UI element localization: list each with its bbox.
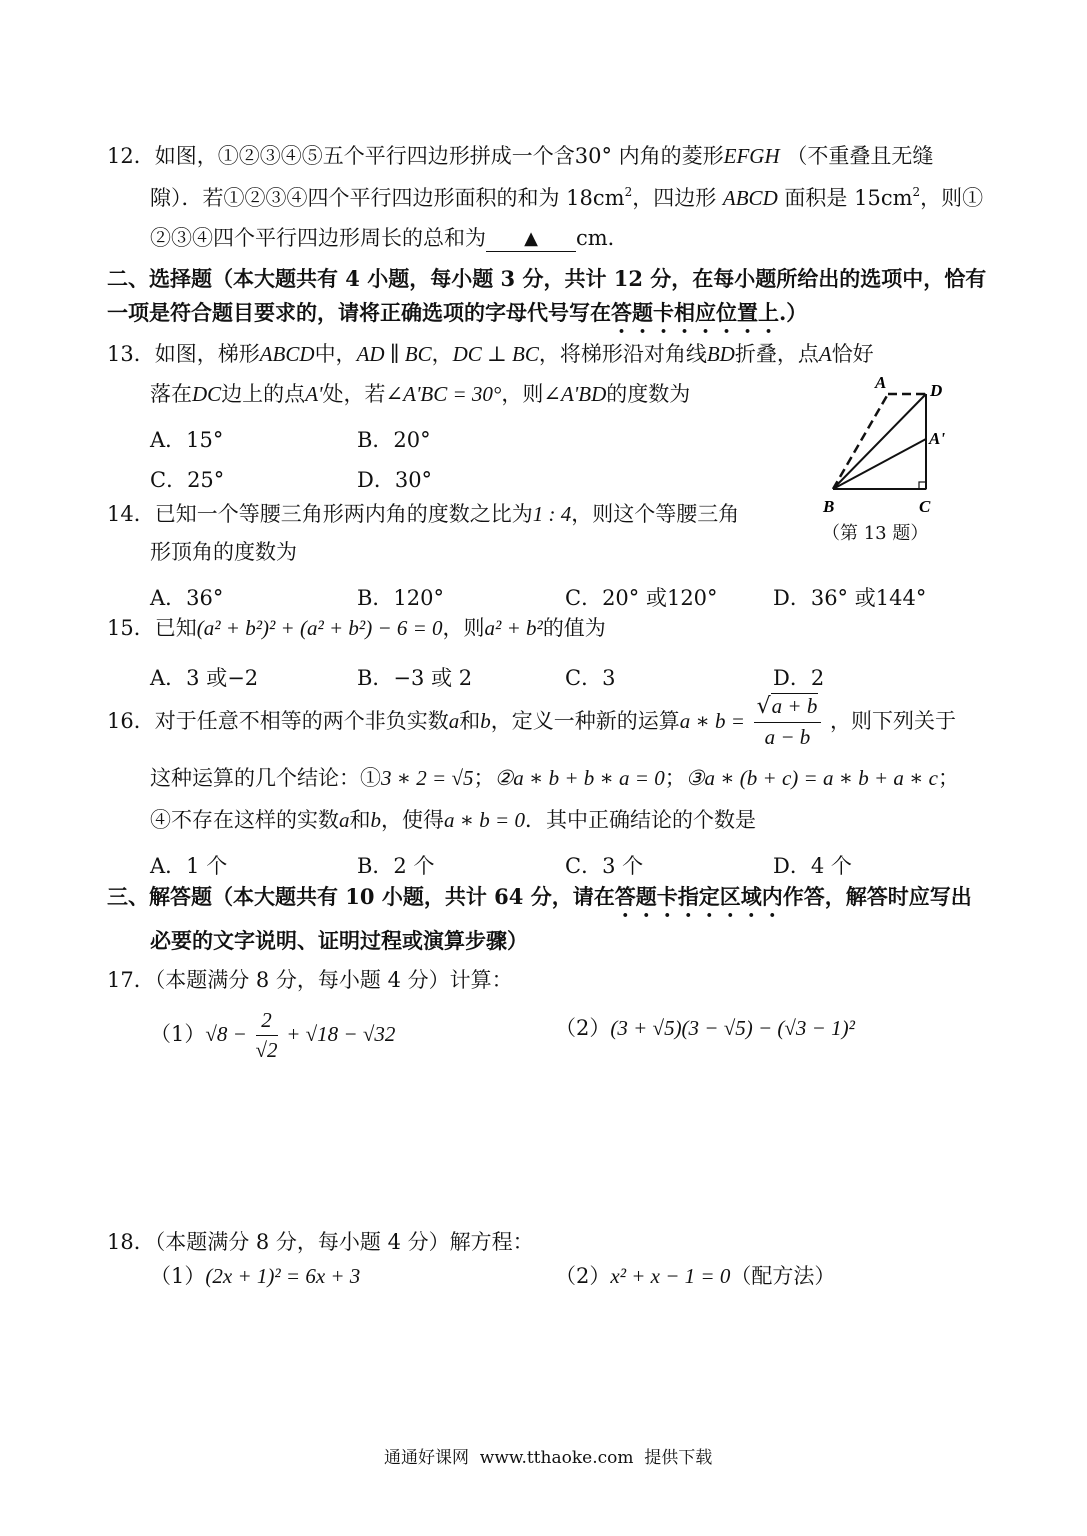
page-footer: 通通好课网 www.tthaoke.com 提供下载 [384, 1448, 713, 1468]
right-angle-mark [919, 482, 926, 489]
q15-option-c[interactable]: C．3 [565, 666, 616, 690]
q16-option-c[interactable]: C．3 个 [565, 854, 644, 878]
section3-heading: 三、解答题（本大题共有 10 小题，共计 64 分，请在答题卡指定区域内作答，解答时应写出 [107, 884, 972, 909]
q18-part2: （2）x² + x − 1 = 0（配方法） [555, 1264, 836, 1288]
q14-option-c[interactable]: C．20° 或120° [565, 586, 718, 610]
section2-heading-line2: 一项是符合题目要求的，请将正确选项的字母代号写在答题卡相应位置上.） [107, 300, 808, 325]
label-d: D [930, 381, 943, 400]
q13-option-b[interactable]: B．20° [357, 428, 431, 452]
label-a: A [875, 373, 887, 392]
q13-figure [815, 372, 965, 522]
q13-option-d[interactable]: D．30° [357, 468, 433, 492]
q13-line2: 落在DC边上的点A'处，若∠A'BC = 30°，则∠A'BD的度数为 [150, 382, 691, 406]
q12-line1: 12．如图，①②③④⑤五个平行四边形拼成一个含30° 内角的菱形EFGH （不重叠且无缝 [107, 144, 934, 168]
q14-option-a[interactable]: A．36° [150, 586, 224, 610]
q17-part1: （1）√8 − $\frac{2}{√2}$ + √18 − √32 [150, 1008, 396, 1063]
q12-line3: ②③④四个平行四边形周长的总和为 ▲ cm． [150, 226, 629, 250]
q15-option-d[interactable]: D．2 [773, 666, 825, 690]
q15-line: 15．已知(a² + b²)² + (a² + b²) − 6 = 0，则a² + b²的值为 [107, 616, 606, 640]
q14-line2: 形顶角的度数为 [150, 540, 297, 564]
answer-blank[interactable]: ▲ [486, 230, 576, 252]
label-a-prime: A' [929, 429, 946, 448]
q17-fraction: $\frac{2}{√2}$ [255, 1008, 278, 1063]
q12-line2: 隙）．若①②③④四个平行四边形面积的和为 $18cm^2$，四边形 ABCD 面积是 $15cm^2$，则① [150, 185, 984, 210]
q16-option-a[interactable]: A．1 个 [150, 854, 228, 878]
q17-title: 17．（本题满分 8 分，每小题 4 分）计算： [107, 968, 513, 992]
q14-line1: 14．已知一个等腰三角形两内角的度数之比为1 : 4，则这个等腰三角 [107, 502, 740, 526]
q13-figure-caption: （第 13 题） [822, 523, 929, 544]
section3-heading-line2: 必要的文字说明、证明过程或演算步骤） [150, 928, 528, 953]
q16-option-b[interactable]: B．2 个 [357, 854, 435, 878]
q14-option-d[interactable]: D．36° 或144° [773, 586, 927, 610]
q13-line1: 13．如图，梯形ABCD中，AD ∥ BC，DC ⊥ BC，将梯形沿对角线BD折叠，点A恰好 [107, 342, 874, 366]
q15-option-a[interactable]: A．3 或−2 [150, 666, 259, 690]
q14-option-b[interactable]: B．120° [357, 586, 445, 610]
q16-fraction: $\frac{√a + b}{a - b}$ [754, 694, 822, 751]
q15-option-b[interactable]: B．−3 或 2 [357, 666, 473, 690]
q18-title: 18．（本题满分 8 分，每小题 4 分）解方程： [107, 1230, 534, 1254]
q16-line3: ④不存在这样的实数a和b，使得a ∗ b = 0．其中正确结论的个数是 [150, 808, 756, 832]
section2-heading: 二、选择题（本大题共有 4 小题，每小题 3 分，共计 12 分，在每小题所给出的选项中，恰有 [107, 266, 987, 291]
q16-line1: 16．对于任意不相等的两个非负实数a和b，定义一种新的运算a ∗ b = $\frac{√a + b}{a - b}$ ，则下列关于 [107, 694, 957, 750]
q13-option-a[interactable]: A．15° [150, 428, 224, 452]
edge-bd [833, 394, 926, 489]
q17-part2: （2）(3 + √5)(3 − √5) − (√3 − 1)² [555, 1016, 855, 1040]
q16-option-d[interactable]: D．4 个 [773, 854, 852, 878]
q16-line2: 这种运算的几个结论：①3 ∗ 2 = √5；②a ∗ b + b ∗ a = 0；③a ∗ (b + c) = a ∗ b + a ∗ c； [150, 766, 959, 790]
q13-option-c[interactable]: C．25° [150, 468, 225, 492]
q18-part1: （1）(2x + 1)² = 6x + 3 [150, 1264, 361, 1288]
label-b: B [823, 497, 835, 516]
label-c: C [919, 497, 931, 516]
